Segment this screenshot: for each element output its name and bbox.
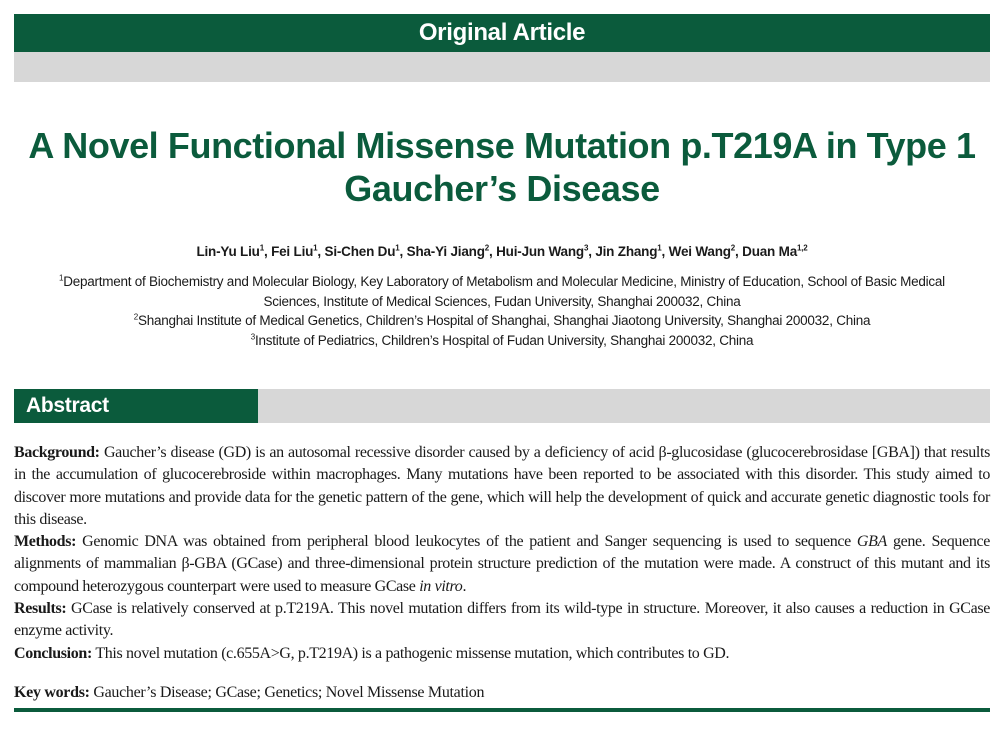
section-label: Methods: bbox=[14, 533, 77, 551]
author-list: Lin-Yu Liu$^1$, Fei Liu$^1$, Si-Chen Du$^1$, Sha-Yi Jiang$^2$, Hui-Jun Wang$^3$, Jin Zhang$^1$, Wei Wang$^2$, Duan Ma$^{1,2}$ bbox=[196, 243, 808, 259]
abstract-methods: Methods: Genomic DNA was obtained from peripheral blood leukocytes of the patient and Sanger sequencing is used to sequence GBA gene. Sequence alignments of mammalian β-GBA (GCase) and three-dimensional protein structure prediction of the mutation were made. A construct of this mutant and its compound heterozygous counterpart were used to measure GCase in vitro. bbox=[14, 533, 990, 595]
article-type-banner bbox=[14, 14, 990, 52]
author-affiliation-marker: 1 bbox=[259, 243, 264, 253]
article-title: A Novel Functional Missense Mutation p.T219A in Type 1 Gaucher’s Disease bbox=[28, 125, 976, 209]
author-affiliation-marker: 2 bbox=[730, 243, 736, 253]
author-name: Wei Wang bbox=[668, 244, 731, 259]
bottom-divider bbox=[14, 708, 990, 712]
affiliation-1-continued: Sciences, Institute of Medical Sciences, Fudan University, Shanghai 200032, China bbox=[263, 293, 741, 309]
author-name: Duan Ma bbox=[742, 244, 798, 259]
author-affiliation-marker: 1,2 bbox=[797, 243, 808, 253]
section-label: Background: bbox=[14, 444, 100, 461]
abstract-background: Background: Gaucher’s disease (GD) is an autosomal recessive disorder caused by a deficiency of acid β-glucosidase (glucocerebrosidase [GBA]) that results in the accumulation of glucocerebroside within macrophages. Many mutations have been reported to be associated with this disorder. This study aimed to discover more mutations and provide data for the genetic pattern of the gene, which will help the development of quick and accurate genetic diagnostic tools for this disease. bbox=[14, 444, 990, 528]
abstract-heading: Abstract bbox=[14, 389, 258, 423]
keywords bbox=[14, 682, 990, 704]
abstract-body bbox=[14, 442, 990, 665]
section-label: Results: bbox=[14, 600, 67, 618]
affiliation-2: $^2$Shanghai Institute of Medical Genetics, Children’s Hospital of Shanghai, Shanghai Jiaotong University, Shanghai 200032, China bbox=[133, 312, 871, 328]
author-affiliation-marker: 1 bbox=[313, 243, 318, 253]
article-type-label: Original Article bbox=[418, 19, 586, 46]
author-name: Jin Zhang bbox=[595, 244, 658, 259]
abstract-results: Results: GCase is relatively conserved at p.T219A. This novel mutation differs from its wild-type in structure. Moreover, it also causes a reduction in GCase enzyme activity. bbox=[14, 600, 990, 640]
author-name: Si-Chen Du bbox=[324, 244, 396, 259]
affiliation-list bbox=[28, 272, 976, 350]
author-affiliation-marker: 1 bbox=[657, 243, 662, 253]
author-name: Fei Liu bbox=[271, 244, 314, 259]
author-affiliation-marker: 2 bbox=[484, 243, 490, 253]
author-name: Hui-Jun Wang bbox=[496, 244, 584, 259]
header-divider-band bbox=[14, 52, 990, 82]
author-name: Sha-Yi Jiang bbox=[406, 244, 485, 259]
affiliation-1: $^1$Department of Biochemistry and Molecular Biology, Key Laboratory of Metabolism and Molecular Medicine, Ministry of Education, School of Basic Medical bbox=[59, 273, 945, 289]
keywords-label: Key words: bbox=[14, 684, 90, 701]
affiliation-3: $^3$Institute of Pediatrics, Children’s Hospital of Fudan University, Shanghai 200032, China bbox=[250, 332, 754, 348]
section-label: Conclusion: bbox=[14, 644, 92, 662]
author-name: Lin-Yu Liu bbox=[196, 244, 260, 259]
author-affiliation-marker: 1 bbox=[395, 243, 400, 253]
author-affiliation-marker: 3 bbox=[583, 243, 589, 253]
keywords-text: Gaucher’s Disease; GCase; Genetics; Novel Missense Mutation bbox=[93, 684, 485, 701]
abstract-conclusion: Conclusion: This novel mutation (c.655A>G, p.T219A) is a pathogenic missense mutation, which contributes to GD. bbox=[14, 644, 730, 662]
